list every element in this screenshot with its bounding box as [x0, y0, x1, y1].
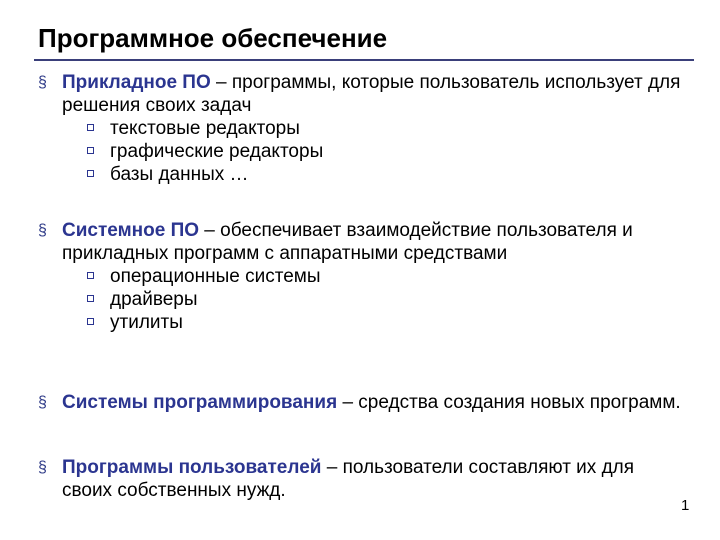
list-item [38, 265, 688, 288]
list-item [38, 311, 688, 334]
square-bullet-icon: § [38, 459, 47, 476]
list-item [38, 288, 688, 311]
list-item [38, 140, 688, 163]
term-label: Системное ПО [62, 220, 200, 241]
sub-list [38, 265, 688, 334]
sub-item-label: текстовые редакторы [110, 118, 300, 139]
bullet-item-applied-software [38, 71, 688, 186]
term-label: Программы пользователей [62, 457, 322, 478]
sub-item-label: драйверы [110, 289, 198, 310]
hollow-square-bullet-icon [87, 318, 94, 325]
list-item [38, 117, 688, 140]
hollow-square-bullet-icon [87, 295, 94, 302]
square-bullet-icon: § [38, 222, 47, 239]
hollow-square-bullet-icon [87, 147, 94, 154]
page-number: 1 [681, 497, 690, 514]
hollow-square-bullet-icon [87, 124, 94, 131]
bullet-item-text [62, 71, 688, 117]
term-label: Прикладное ПО [62, 72, 211, 93]
slide-title: Программное обеспечение [38, 23, 388, 53]
hollow-square-bullet-icon [87, 272, 94, 279]
term-description: – средства создания новых программ. [337, 392, 681, 413]
bullet-item-text [62, 391, 688, 414]
sub-list [38, 117, 688, 186]
term-description: – программы, которые пользователь использует для решения своих задач [62, 72, 681, 116]
hollow-square-bullet-icon [87, 170, 94, 177]
bullet-item-text [62, 456, 688, 502]
bullet-item-programming-systems [38, 391, 688, 414]
sub-item-label: операционные системы [110, 266, 321, 287]
list-item [38, 163, 688, 186]
sub-item-label: графические редакторы [110, 141, 324, 162]
bullet-item-user-programs [38, 456, 688, 502]
sub-item-label: утилиты [110, 312, 183, 333]
square-bullet-icon: § [38, 394, 47, 411]
sub-item-label: базы данных … [110, 164, 249, 185]
bullet-item-system-software [38, 219, 688, 334]
title-divider [34, 59, 694, 61]
term-description: – пользователи составляют их для своих собственных нужд. [62, 457, 635, 501]
bullet-item-text [62, 219, 688, 265]
term-label: Системы программирования [62, 392, 338, 413]
square-bullet-icon: § [38, 74, 47, 91]
term-description: – обеспечивает взаимодействие пользователя и прикладных программ с аппаратными средствами [62, 220, 633, 264]
